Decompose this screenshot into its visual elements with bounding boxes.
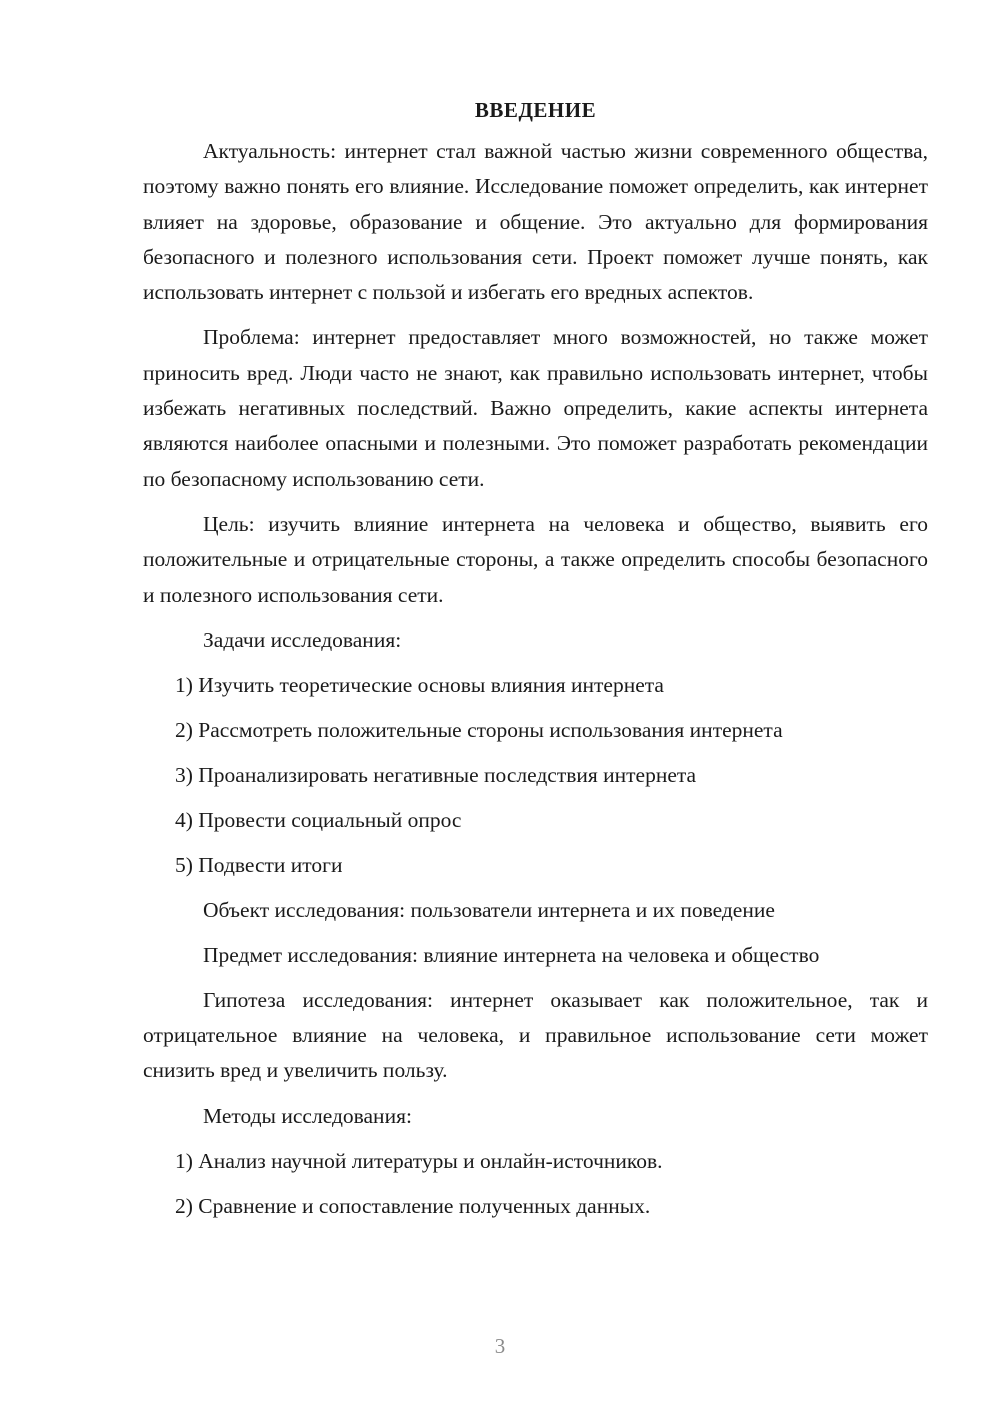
page-title: ВВЕДЕНИЕ [474, 98, 597, 122]
list-item: 3) Проанализировать негативные последствия интернета [175, 762, 697, 787]
methods-list [143, 1144, 928, 1224]
goal-paragraph: Цель: изучить влияние интернета на человека и общество, выявить его положительные и отрицательные стороны, а также определить способы безопасного и полезного использования сети. [143, 511, 928, 607]
problem-paragraph: Проблема: интернет предоставляет много возможностей, но также может приносить вред. Люди часто не знают, как правильно использовать интернет, чтобы избежать негативных последствий. Важно определить, какие аспекты интернета являются наиболее опасными и полезными. Это поможет разработать рекомендации по безопасному использованию сети. [143, 325, 928, 491]
relevance-paragraph: Актуальность: интернет стал важной частью жизни современного общества, поэтому важно понять его влияние. Исследование поможет определить, как интернет влияет на здоровье, образование и общение. Это актуально для формирования безопасного и полезного использования сети. Проект поможет лучше понять, как использовать интернет с пользой и избегать его вредных аспектов. [143, 139, 928, 305]
document-page [143, 92, 928, 1234]
list-item: 5) Подвести итоги [175, 852, 343, 877]
tasks-list [143, 668, 928, 883]
list-item: 4) Провести социальный опрос [175, 807, 462, 832]
list-item: 1) Изучить теоретические основы влияния интернета [175, 672, 664, 697]
hypothesis-paragraph: Гипотеза исследования: интернет оказывает как положительное, так и отрицательное влияние на человека, и правильное использование сети может снизить вред и увеличить пользу. [143, 987, 928, 1083]
list-item: 2) Сравнение и сопоставление полученных данных. [175, 1193, 651, 1218]
object-line: Объект исследования: пользователи интернета и их поведение [203, 897, 775, 922]
list-item: 2) Рассмотреть положительные стороны использования интернета [175, 717, 783, 742]
methods-label: Методы исследования: [203, 1103, 412, 1128]
subject-line: Предмет исследования: влияние интернета на человека и общество [203, 942, 820, 967]
tasks-label: Задачи исследования: [203, 627, 402, 652]
list-item: 1) Анализ научной литературы и онлайн-источников. [175, 1148, 663, 1173]
page-number: 3 [494, 1334, 506, 1358]
